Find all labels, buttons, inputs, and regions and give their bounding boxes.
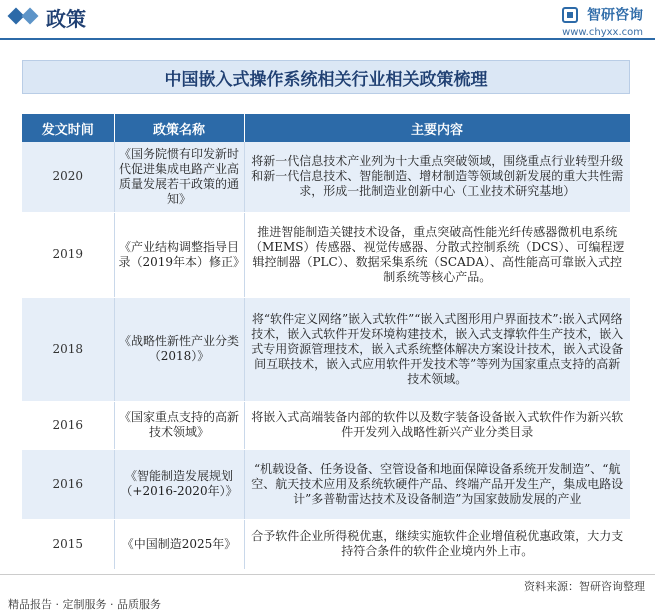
divider bbox=[0, 38, 655, 40]
source-note: 资料来源：智研咨询整理 bbox=[524, 580, 645, 593]
table-row bbox=[22, 212, 630, 297]
cell-content: 将新一代信息技术产业列为十大重点突破领域，围绕重点行业转型升级和新一代信息技术、智能制造、增材制造等领域创新发展的重大共性需求，形成一批制造业创新中心（工业技术研究基地） bbox=[244, 142, 630, 212]
cell-policy-name: 《中国制造2025年》 bbox=[114, 519, 244, 569]
table-row bbox=[22, 519, 630, 569]
table-header-row bbox=[22, 114, 630, 142]
cell-policy-name: 《智能制造发展规划（+2016-2020年）》 bbox=[114, 449, 244, 519]
footer-divider bbox=[0, 574, 655, 575]
cell-policy-name: 《国家重点支持的高新技术领域》 bbox=[114, 401, 244, 449]
table-row bbox=[22, 297, 630, 401]
cell-content: “机载设备、任务设备、空管设备和地面保障设备系统开发制造”、“航空、航天技术应用及系统软硬件产品、终端产品开发生产，集成电路设计”多普勒雷达技术及设备制造”为国家鼓励发展的产业 bbox=[244, 449, 630, 519]
cell-content: 将嵌入式高端装备内部的软件以及数字装备设备嵌入式软件作为新兴软件开发列入战略性新兴产业分类目录 bbox=[244, 401, 630, 449]
brand[interactable] bbox=[562, 4, 643, 38]
heading-box bbox=[22, 60, 630, 94]
table-row bbox=[22, 142, 630, 212]
column-header: 主要内容 bbox=[244, 114, 630, 142]
policy-table bbox=[22, 114, 631, 570]
brand-name: 智研咨询 bbox=[587, 7, 643, 24]
cell-year: 2016 bbox=[22, 401, 114, 449]
table-row bbox=[22, 401, 630, 449]
table-heading: 中国嵌入式操作系统相关行业相关政策梳理 bbox=[164, 69, 488, 90]
section-title: 政策 bbox=[46, 7, 86, 31]
brand-logo-icon bbox=[562, 7, 578, 23]
cell-year: 2018 bbox=[22, 297, 114, 401]
table-row bbox=[22, 449, 630, 519]
column-header: 政策名称 bbox=[114, 114, 244, 142]
brand-url[interactable]: www.chyxx.com bbox=[562, 26, 643, 38]
column-header: 发文时间 bbox=[22, 114, 114, 142]
footer-tags: 精品报告 · 定制服务 · 品质服务 bbox=[8, 598, 161, 611]
cell-policy-name: 《产业结构调整指导目录（2019年本）修正》 bbox=[114, 212, 244, 297]
top-bar bbox=[0, 0, 655, 38]
cell-year: 2019 bbox=[22, 212, 114, 297]
cell-year: 2020 bbox=[22, 142, 114, 212]
cell-content: 推进智能制造关键技术设备，重点突破高性能光纤传感器微机电系统（MEMS）传感器、视觉传感器、分散式控制系统（DCS）、可编程逻辑控制器（PLC）、数据采集系统（SCADA）、高性能高可靠嵌入式控制系统等核心产品。 bbox=[244, 212, 630, 297]
cell-year: 2016 bbox=[22, 449, 114, 519]
cell-content: 将“软件定义网络”嵌入式软件”“嵌入式图形用户界面技术”:嵌入式网络技术，嵌入式软件开发环境构建技术，嵌入式支撑软件生产技术，嵌入式专用资源管理技术，嵌入式系统整体解决方案设计技术，嵌入式设备间互联技术，嵌入式应用软件开发技术等”等列为国家重点支持的高新技术领域。 bbox=[244, 297, 630, 401]
cell-content: 合予软件企业所得税优惠，继续实施软件企业增值税优惠政策，大力支持符合条件的软件企业境内外上市。 bbox=[244, 519, 630, 569]
cell-year: 2015 bbox=[22, 519, 114, 569]
cell-policy-name: 《战略性新性产业分类（2018）》 bbox=[114, 297, 244, 401]
diamond-icon bbox=[22, 8, 39, 25]
cell-policy-name: 《国务院惯有印发新时代促进集成电路产业高质量发展若干政策的通知》 bbox=[114, 142, 244, 212]
